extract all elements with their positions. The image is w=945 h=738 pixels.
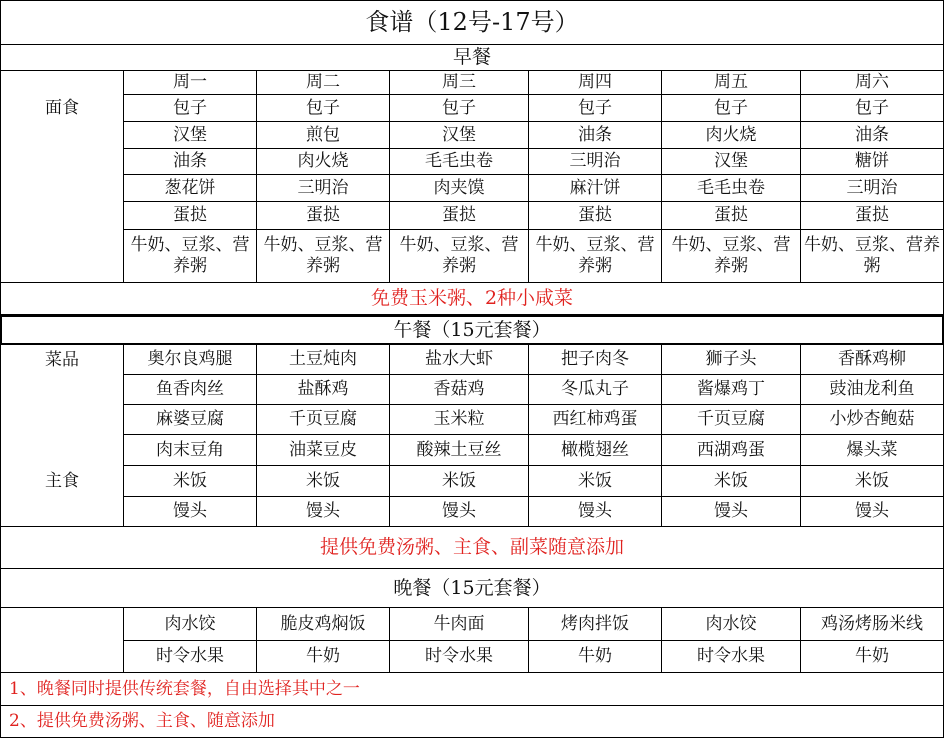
empty-cell (0, 175, 124, 202)
menu-cell: 米饭 (124, 466, 257, 497)
menu-cell: 米饭 (801, 466, 944, 497)
lunch-header-row (0, 315, 944, 345)
menu-cell: 肉水饺 (124, 608, 257, 641)
menu-cell: 馒头 (124, 497, 257, 527)
menu-cell: 豉油龙利鱼 (801, 375, 944, 405)
menu-cell: 馒头 (529, 497, 662, 527)
menu-cell: 油条 (801, 122, 944, 149)
lunch-staple-row (0, 497, 944, 527)
menu-cell: 香酥鸡柳 (801, 345, 944, 375)
empty-cell (0, 497, 124, 527)
menu-cell: 毛毛虫卷 (662, 175, 801, 202)
breakfast-title: 早餐 (0, 45, 944, 71)
lunch-staple-label: 主食 (0, 466, 124, 497)
menu-cell: 蛋挞 (801, 202, 944, 230)
menu-cell: 蛋挞 (390, 202, 529, 230)
lunch-staple-row (0, 466, 944, 497)
menu-cell: 西红柿鸡蛋 (529, 405, 662, 435)
lunch-dish-row (0, 435, 944, 466)
breakfast-row (0, 230, 944, 283)
day-header: 周二 (257, 71, 390, 95)
breakfast-days-row (0, 71, 944, 95)
menu-cell: 鸡汤烤肠米线 (801, 608, 944, 641)
breakfast-header-row (0, 45, 944, 71)
menu-cell: 西湖鸡蛋 (662, 435, 801, 466)
dinner-row (0, 641, 944, 673)
menu-cell: 肉夹馍 (390, 175, 529, 202)
empty-cell (0, 375, 124, 405)
empty-cell (0, 71, 124, 95)
menu-cell: 糖饼 (801, 149, 944, 175)
menu-cell: 三明治 (257, 175, 390, 202)
empty-cell (0, 149, 124, 175)
menu-cell: 米饭 (662, 466, 801, 497)
breakfast-row (0, 149, 944, 175)
menu-cell: 馒头 (390, 497, 529, 527)
footer-note: 1、晚餐同时提供传统套餐，自由选择其中之一 (0, 673, 944, 706)
menu-cell: 时令水果 (124, 641, 257, 673)
menu-cell: 爆头菜 (801, 435, 944, 466)
menu-cell: 蛋挞 (257, 202, 390, 230)
menu-cell: 盐酥鸡 (257, 375, 390, 405)
menu-cell: 油条 (124, 149, 257, 175)
menu-cell: 米饭 (529, 466, 662, 497)
menu-cell: 玉米粒 (390, 405, 529, 435)
menu-cell: 蛋挞 (124, 202, 257, 230)
menu-cell: 包子 (390, 95, 529, 122)
menu-cell: 冬瓜丸子 (529, 375, 662, 405)
breakfast-category: 面食 (0, 95, 124, 122)
day-header: 周三 (390, 71, 529, 95)
menu-cell: 香菇鸡 (390, 375, 529, 405)
menu-cell: 盐水大虾 (390, 345, 529, 375)
menu-cell: 馒头 (801, 497, 944, 527)
menu-cell: 牛肉面 (390, 608, 529, 641)
menu-cell: 狮子头 (662, 345, 801, 375)
menu-cell: 脆皮鸡焖饭 (257, 608, 390, 641)
breakfast-row (0, 95, 944, 122)
empty-cell (0, 230, 124, 283)
menu-cell: 时令水果 (662, 641, 801, 673)
lunch-dish-row (0, 405, 944, 435)
menu-cell: 麻婆豆腐 (124, 405, 257, 435)
menu-cell: 油菜豆皮 (257, 435, 390, 466)
menu-cell: 馒头 (662, 497, 801, 527)
menu-cell: 毛毛虫卷 (390, 149, 529, 175)
footer-note-row (0, 673, 944, 706)
menu-cell: 牛奶 (801, 641, 944, 673)
menu-cell: 土豆炖肉 (257, 345, 390, 375)
menu-cell: 牛奶、豆浆、营养粥 (662, 230, 801, 283)
menu-cell: 牛奶、豆浆、营养粥 (390, 230, 529, 283)
breakfast-note-row (0, 283, 944, 315)
menu-cell: 牛奶 (257, 641, 390, 673)
menu-cell: 千页豆腐 (662, 405, 801, 435)
menu-cell: 包子 (124, 95, 257, 122)
footer-note-row (0, 706, 944, 738)
menu-cell: 小炒杏鲍菇 (801, 405, 944, 435)
empty-cell (0, 641, 124, 673)
dinner-row (0, 608, 944, 641)
menu-cell: 汉堡 (124, 122, 257, 149)
lunch-dish-row (0, 375, 944, 405)
menu-cell: 包子 (529, 95, 662, 122)
menu-cell: 酸辣土豆丝 (390, 435, 529, 466)
menu-cell: 千页豆腐 (257, 405, 390, 435)
menu-cell: 牛奶 (529, 641, 662, 673)
breakfast-note: 免费玉米粥、2种小咸菜 (0, 283, 944, 315)
menu-cell: 煎包 (257, 122, 390, 149)
lunch-title: 午餐（15元套餐） (0, 315, 944, 345)
menu-cell: 包子 (662, 95, 801, 122)
day-header: 周一 (124, 71, 257, 95)
menu-cell: 烤肉拌饭 (529, 608, 662, 641)
breakfast-row (0, 122, 944, 149)
menu-cell: 肉末豆角 (124, 435, 257, 466)
menu-cell: 油条 (529, 122, 662, 149)
menu-cell: 汉堡 (662, 149, 801, 175)
menu-cell: 葱花饼 (124, 175, 257, 202)
menu-cell: 包子 (257, 95, 390, 122)
lunch-dish-label: 菜品 (0, 345, 124, 375)
menu-cell: 奥尔良鸡腿 (124, 345, 257, 375)
breakfast-row (0, 175, 944, 202)
menu-cell: 三明治 (529, 149, 662, 175)
menu-cell: 肉火烧 (257, 149, 390, 175)
menu-cell: 肉火烧 (662, 122, 801, 149)
day-header: 周四 (529, 71, 662, 95)
menu-cell: 鱼香肉丝 (124, 375, 257, 405)
empty-cell (0, 122, 124, 149)
day-header: 周六 (801, 71, 944, 95)
menu-cell: 米饭 (390, 466, 529, 497)
lunch-dish-row (0, 345, 944, 375)
menu-cell: 牛奶、豆浆、营养粥 (124, 230, 257, 283)
footer-note: 2、提供免费汤粥、主食、随意添加 (0, 706, 944, 738)
menu-cell: 汉堡 (390, 122, 529, 149)
breakfast-row (0, 202, 944, 230)
menu-cell: 橄榄翅丝 (529, 435, 662, 466)
menu-cell: 把子肉冬 (529, 345, 662, 375)
empty-cell (0, 405, 124, 435)
menu-cell: 时令水果 (390, 641, 529, 673)
menu-cell: 牛奶、豆浆、营养粥 (801, 230, 944, 283)
menu-cell: 米饭 (257, 466, 390, 497)
menu-cell: 包子 (801, 95, 944, 122)
day-header: 周五 (662, 71, 801, 95)
menu-cell: 馒头 (257, 497, 390, 527)
empty-cell (0, 608, 124, 641)
menu-cell: 牛奶、豆浆、营养粥 (257, 230, 390, 283)
menu-cell: 酱爆鸡丁 (662, 375, 801, 405)
menu-cell: 三明治 (801, 175, 944, 202)
dinner-header-row (0, 569, 944, 608)
menu-cell: 蛋挞 (529, 202, 662, 230)
page-title: 食谱（12号-17号） (0, 0, 944, 45)
lunch-note-row (0, 527, 944, 569)
menu-cell: 蛋挞 (662, 202, 801, 230)
menu-cell: 肉水饺 (662, 608, 801, 641)
empty-cell (0, 435, 124, 466)
lunch-note: 提供免费汤粥、主食、副菜随意添加 (0, 527, 944, 569)
menu-cell: 麻汁饼 (529, 175, 662, 202)
empty-cell (0, 202, 124, 230)
dinner-title: 晚餐（15元套餐） (0, 569, 944, 608)
title-row (0, 0, 944, 45)
menu-cell: 牛奶、豆浆、营养粥 (529, 230, 662, 283)
